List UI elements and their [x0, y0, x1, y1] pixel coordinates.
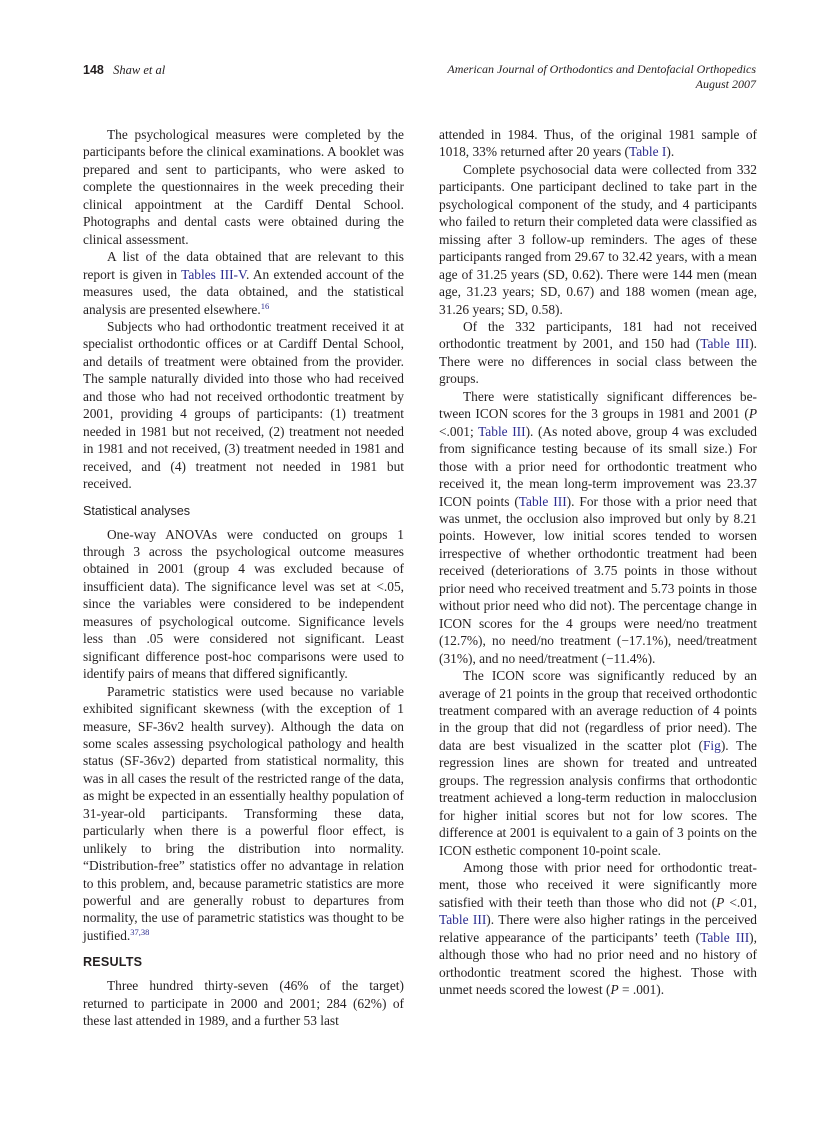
- text-span: There were statistically significant differences between ICON scores for the 3 groups in 1981 and 2001 (: [439, 388, 757, 422]
- paragraph: [83, 683, 404, 945]
- p-value-symbol: P: [610, 982, 619, 998]
- text-span: ). (As noted above, group 4 was excluded from significance testing because of its small size.) For those with a prior need for orthodontic treatment who received it, the mean long-term improvement was 23.37 ICON points (: [439, 423, 757, 509]
- text-span: ). For those with a prior need that was unmet, the occlusion also improved but only by 8.21 points. However, low initial scores tended to worsen irrespective of whether orthodontic treatment had been received (deteriorations of 3.75 points in those without prior need who received treatment and 5.73 points in those without prior need who did not). The percentage change in ICON scores for the 4 groups were need/no treatment (12.7%), no need/no treatment (−17.1%), need/treatment (31%), and no need/treatment (−11.4%).: [439, 493, 757, 666]
- table-link[interactable]: Table III: [700, 929, 750, 945]
- reference-link[interactable]: 37,38: [130, 926, 150, 937]
- right-column: [439, 126, 757, 999]
- text-span: ). The regression lines are shown for treated and untreated groups. The regression analysis confirms that orthodontic treatment achieved a long-term reduction in malocclusion for higher initial scores but not for low scores. The difference at 2001 is equivalent to a gain of 3 points on the ICON esthetic component 10-point scale.: [439, 737, 757, 858]
- running-header-left: [83, 62, 165, 78]
- journal-title: American Journal of Orthodontics and Dentofacial Orthopedics: [447, 62, 756, 76]
- paragraph: [439, 388, 757, 667]
- text-span: <.001;: [439, 423, 479, 439]
- paragraph: [83, 248, 404, 318]
- running-author: Shaw et al: [113, 63, 166, 77]
- page-number: 148: [83, 63, 104, 77]
- paragraph: Subjects who had orthodontic treatment received it at specialist orthodontic offices or at Cardiff Dental School, and details of treatment were obtained from the provider. The sample naturally divided into those who had received and those who had not received orthodontic treatment by 2001, providing 4 groups of participants: (1) treatment needed in 1981 but not received, (2) treatment not needed in 1981 and not received, (3) treatment needed in 1981 and received, and (4) treatment not needed in 1981 but received.: [83, 318, 404, 492]
- table-link[interactable]: Table III: [700, 336, 750, 352]
- text-span: Parametric statistics were used because no variable exhibited significant skewness (with the exception of 1 measure, SF-36v2 health survey). Although the data on some scales assessing psychological pathology and health status (SF-36v2) departed from statistical normality, this was in all cases the result of the restricted range of the data, as might be expected in an essentially healthy population of 31-year-old participants. Transforming these data, particularly when there is a powerful floor effect, is unlikely to bring the distribution into normality. “Distribution-free” statistics offer no advantage in relation to this problem, and, because parametric statistics are more powerful and are generally robust to departures from normality, the use of parametric statistics was thought to be justified.: [83, 683, 404, 943]
- text-span: . An extended account of the measures used, the data obtained, and the statistical analysis are presented elsewhere.: [83, 266, 404, 317]
- table-link[interactable]: Table III: [439, 912, 487, 928]
- text-span: <.01,: [724, 894, 757, 910]
- paragraph: Three hundred thirty-seven (46% of the target) returned to participate in 2000 and 2001; 284 (62%) of these last attended in 1989, and a further 53 last: [83, 978, 404, 1029]
- text-span: = .001).: [618, 982, 665, 998]
- paragraph: [439, 318, 757, 388]
- figure-link[interactable]: Fig: [702, 737, 721, 753]
- table-link[interactable]: Table III: [518, 493, 567, 509]
- text-span: Of the 332 participants, 181 had not received orthodontic treatment by 2001, and 150 had (: [439, 318, 757, 352]
- tables-link[interactable]: Tables III-V: [181, 266, 246, 282]
- paragraph: [439, 667, 757, 859]
- paragraph: Complete psychosocial data were collected from 332 participants. One participant declined to take part in the psychological component of the study, and 4 participants who failed to return their completed data were classified as missing after 3 follow-up reminders. The ages of these participants ranged from 29.67 to 32.42 years, with a mean age of 31.25 years (SD, 0.62). There were 144 men (mean age, 31.23 years; SD, 0.67) and 188 women (mean age, 31.26 years; SD, 0.58).: [439, 161, 757, 317]
- paragraph: [439, 126, 757, 161]
- p-value-symbol: P: [716, 894, 725, 910]
- text-span: A list of the data obtained that are relevant to this report is given in: [83, 249, 404, 282]
- table-link[interactable]: Table III: [478, 423, 526, 439]
- table-link[interactable]: Table I: [629, 144, 667, 160]
- text-span: Among those with prior need for orthodontic treatment, those who received it were significantly more satisfied with their teeth than those who did not (: [439, 860, 757, 910]
- text-span: attended in 1984. Thus, of the original 1981 sample of 1018, 33% returned after 20 years (: [439, 127, 757, 160]
- text-span: ). There were also higher ratings in the perceived relative appearance of the participants’ teeth (: [439, 912, 758, 945]
- paragraph: One-way ANOVAs were conducted on groups 1 through 3 across the psychological outcome measures obtained in 2001 (group 4 was excluded because of insufficient data). The significance level was set at <.05, since the variables were considered to be independent measures of psychological outcome. Significance levels less than .05 were considered not significant. Least significant difference post-hoc comparisons were used to identify pairs of means that differed significantly.: [83, 526, 404, 682]
- left-column: [83, 126, 404, 1030]
- section-heading-results: RESULTS: [83, 955, 143, 970]
- text-span: ).: [666, 144, 675, 160]
- running-header-right: [447, 62, 756, 92]
- issue-date: August 2007: [695, 77, 756, 91]
- section-heading-statistical-analyses: Statistical analyses: [83, 503, 191, 518]
- text-span: The ICON score was significantly reduced by an average of 21 points in the group that received orthodontic treatment compared with an average reduction of 4 points in the group that did not (regardless of prior need). The data are best visualized in the scatter plot (: [439, 668, 757, 753]
- p-value-symbol: P: [748, 406, 757, 422]
- paragraph: [439, 859, 757, 999]
- text-span: ). There were no differences in social class between the groups.: [439, 336, 757, 387]
- text-span: ), although those who had no prior need and no history of orthodontic treatment scored the highest. Those with unmet needs scored the lowest (: [439, 929, 757, 998]
- paragraph: The psychological measures were completed by the participants before the clinical examinations. A booklet was prepared and sent to participants, who were asked to complete the questionnaires in the week preceding their clinical appointment at the Cardiff Dental School. Photographs and dental casts were obtained during the clinical assessment.: [83, 127, 404, 247]
- reference-link[interactable]: 16: [260, 300, 270, 311]
